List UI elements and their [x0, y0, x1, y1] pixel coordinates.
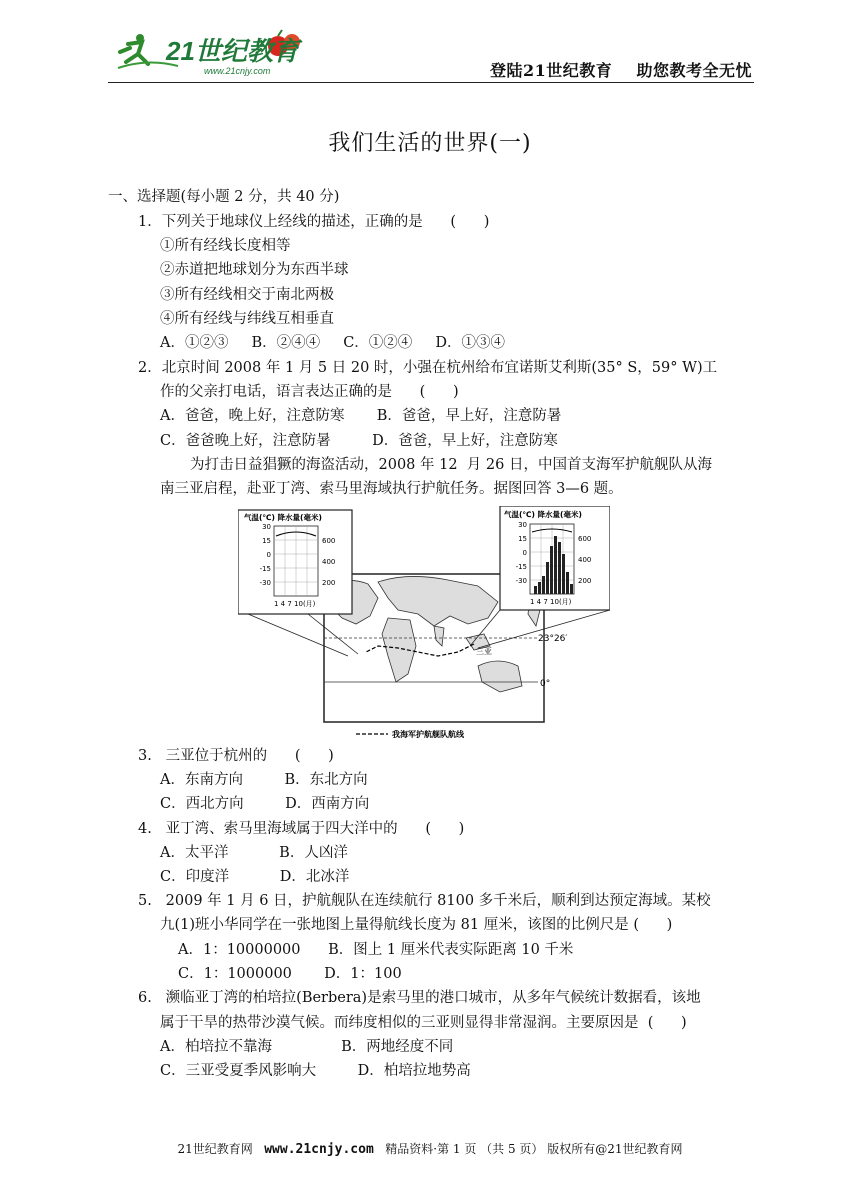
left-precip-tick: 400 — [322, 558, 336, 566]
passage-line-2: 南三亚启程，赴亚丁湾、索马里海域执行护航任务。据图回答 3—6 题。 — [160, 481, 623, 497]
left-temp-tick: -15 — [259, 565, 271, 573]
question-4: 4. 亚丁湾、索马里海域属于四大洋中的 ( ) — [138, 821, 465, 837]
logo-url: www.21cnjy.com — [204, 66, 271, 76]
right-precip-tick: 600 — [578, 535, 592, 543]
q6-options-cd: C．三亚受夏季风影响大 D．柏培拉地势高 — [160, 1063, 471, 1079]
route-map-figure — [238, 506, 610, 740]
page-header — [108, 28, 754, 84]
right-chart-header: 气温(℃) 降水量(毫米) — [504, 510, 582, 519]
question-5: 5. 2009 年 1 月 6 日，护航舰队在连续航行 8100 多千米后，顺利到达预定海域。某校 — [138, 893, 711, 909]
question-1: 1．下列关于地球仪上经线的描述，正确的是 ( ) — [138, 214, 490, 230]
q2-options-ab: A．爸爸，晚上好，注意防寒 B．爸爸，早上好，注意防暑 — [160, 408, 562, 424]
question-6-cont: 属于干旱的热带沙漠气候。而纬度相似的三亚则显得非常湿润。主要原因是 ( ) — [160, 1015, 687, 1031]
sanya-label: 三亚 — [476, 647, 492, 656]
header-slogan: 登陆21世纪教育 助您教考全无忧 — [489, 61, 752, 80]
q1-statement-4: ④所有经线与纬线互相垂直 — [160, 311, 334, 327]
left-month-ticks: 1 4 7 10(月) — [274, 600, 316, 608]
site-logo — [108, 28, 308, 78]
q5-options-ab: A．1：10000000 B．图上 1 厘米代表实际距离 10 千米 — [178, 942, 574, 958]
right-temp-tick: -30 — [515, 577, 527, 585]
right-temp-tick: 15 — [518, 535, 527, 543]
q1-options: A．①②③ B．②④④ C．①②④ D．①③④ — [160, 335, 505, 351]
q1-statement-3: ③所有经线相交于南北两极 — [160, 287, 334, 303]
passage-line-1: 为打击日益猖獗的海盗活动，2008 年 12 月 26 日，中国首支海军护航舰队从海 — [190, 457, 712, 473]
left-chart-header: 气温(℃) 降水量(毫米) — [244, 513, 322, 522]
footer-site: 21世纪教育网 — [177, 1142, 253, 1156]
q2-options-cd: C．爸爸晚上好，注意防暑 D．爸爸，早上好，注意防寒 — [160, 433, 558, 449]
left-temp-tick: 15 — [262, 537, 271, 545]
left-precip-tick: 200 — [322, 579, 336, 587]
right-month-ticks: 1 4 7 10(月) — [530, 598, 572, 606]
map-legend: 我海军护航舰队航线 — [392, 730, 464, 739]
left-temp-tick: -30 — [259, 579, 271, 587]
section-heading: 一、选择题(每小题 2 分，共 40 分) — [108, 189, 340, 205]
q6-options-ab: A．柏培拉不靠海 B．两地经度不同 — [160, 1039, 454, 1055]
q3-options-ab: A．东南方向 B．东北方向 — [160, 772, 368, 788]
question-5-cont: 九(1)班小华同学在一张地图上量得航线长度为 81 厘米，该图的比例尺是 ( ) — [160, 917, 673, 933]
climate-chart-right — [500, 506, 610, 610]
equator-label: 0° — [540, 679, 551, 689]
left-temp-tick: 30 — [262, 523, 271, 531]
question-6: 6. 濒临亚丁湾的柏培拉(Berbera)是索马里的港口城市，从多年气候统计数据看，该地 — [138, 990, 701, 1006]
tropic-label: 23°26′ — [538, 634, 568, 644]
question-2-cont: 作的父亲打电话，语言表达正确的是 ( ) — [160, 384, 459, 400]
right-temp-tick: 0 — [522, 549, 527, 557]
q5-options-cd: C．1：1000000 D．1：100 — [178, 966, 402, 982]
question-2: 2．北京时间 2008 年 1 月 5 日 20 时，小强在杭州给布宜诺斯艾利斯(35° S，59° W)工 — [138, 360, 718, 376]
header-divider — [108, 82, 754, 83]
right-temp-tick: -15 — [515, 563, 527, 571]
right-precip-tick: 400 — [578, 556, 592, 564]
left-precip-tick: 600 — [322, 537, 336, 545]
q1-statement-1: ①所有经线长度相等 — [160, 238, 291, 254]
right-temp-tick: 30 — [518, 521, 527, 529]
q3-options-cd: C．西北方向 D．西南方向 — [160, 796, 370, 812]
footer-url[interactable]: www.21cnjy.com — [264, 1142, 374, 1157]
left-temp-tick: 0 — [266, 551, 271, 559]
question-3: 3. 三亚位于杭州的 ( ) — [138, 748, 334, 764]
right-precip-tick: 200 — [578, 577, 592, 585]
climate-chart-left — [238, 510, 352, 614]
q1-statement-2: ②赤道把地球划分为东西半球 — [160, 262, 349, 278]
page-footer — [0, 1140, 860, 1157]
page-title: 我们生活的世界(一) — [328, 131, 532, 156]
footer-info: 精品资料·第 1 页 （共 5 页） 版权所有@21世纪教育网 — [385, 1142, 683, 1156]
logo-text: 21世纪教育 — [166, 36, 299, 66]
q4-options-ab: A．太平洋 B．人凶洋 — [160, 845, 348, 861]
q4-options-cd: C．印度洋 D．北冰洋 — [160, 869, 350, 885]
